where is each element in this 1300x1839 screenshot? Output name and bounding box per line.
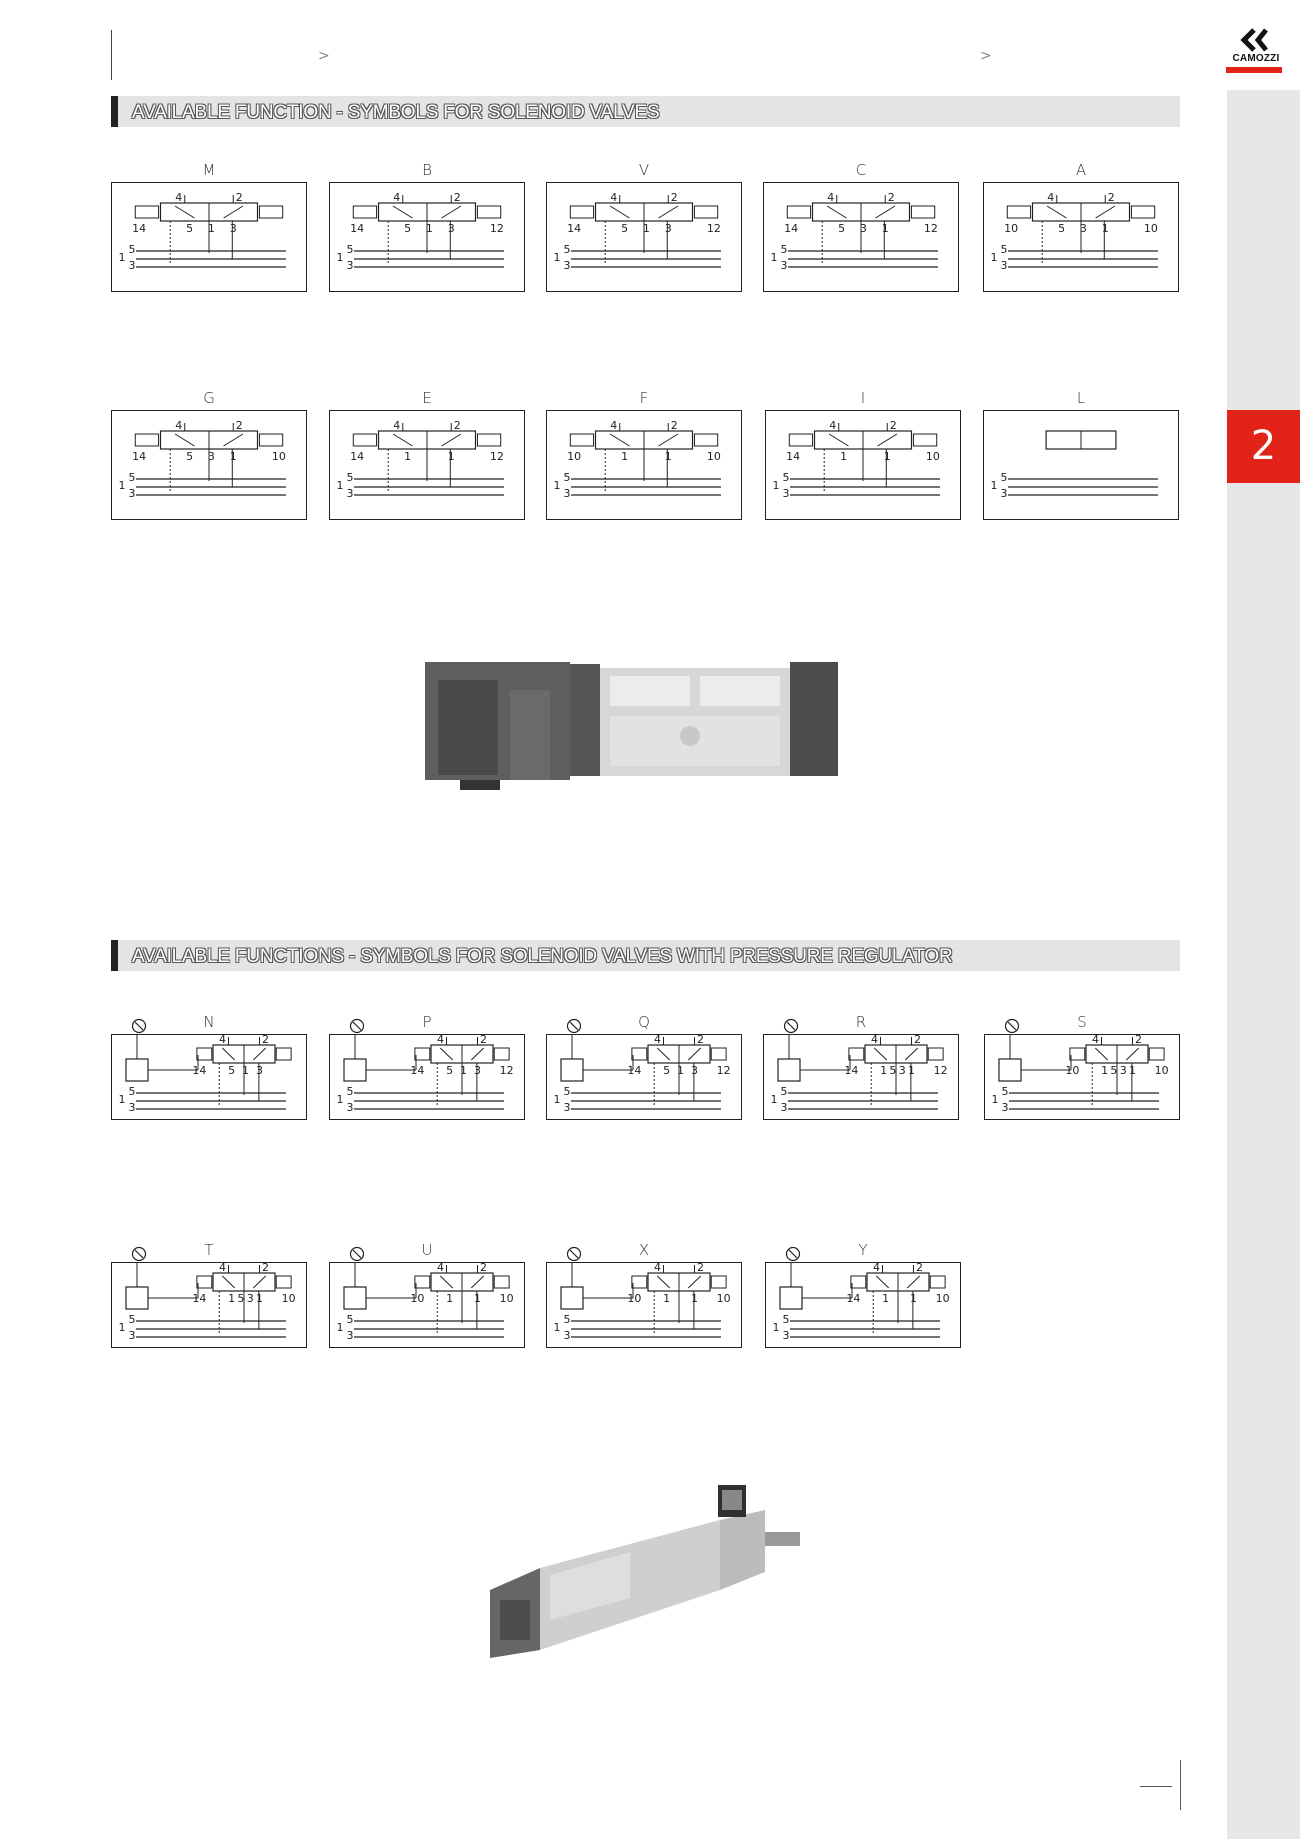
pressure-gauge-icon xyxy=(349,1246,365,1262)
section-title: AVAILABLE FUNCTIONS - SYMBOLS FOR SOLENOID VALVES WITH PRESSURE REGULATOR xyxy=(132,946,953,967)
port-mid-label: 1 xyxy=(446,1292,454,1305)
regulator-symbol-box xyxy=(984,1034,1180,1120)
pilot-right-label: 10 xyxy=(499,1292,514,1305)
pressure-regulator-icon xyxy=(344,1035,416,1081)
port-4-label: 4 xyxy=(1092,1035,1099,1046)
section-title: AVAILABLE FUNCTION - SYMBOLS FOR SOLENOID VALVES xyxy=(132,102,660,123)
valve-schematic-icon xyxy=(766,411,960,519)
port-mid-label: 1 xyxy=(882,1292,890,1305)
port-4-label: 4 xyxy=(871,1035,878,1046)
valve-symbol-icon xyxy=(851,1265,945,1333)
pilot-left-label: 10 xyxy=(1065,1064,1080,1077)
rail-label-3: 3 xyxy=(1000,487,1008,500)
pilot-right-label: 10 xyxy=(935,1292,950,1305)
function-code-label: A xyxy=(1075,161,1087,179)
port-4-label: 4 xyxy=(827,191,835,204)
rail-label-1: 1 xyxy=(770,251,778,264)
pilot-right-label: 12 xyxy=(499,1064,514,1077)
rail-label-1: 1 xyxy=(990,251,998,264)
pilot-right-label: 10 xyxy=(716,1292,731,1305)
brand-name: CAMOZZI xyxy=(1232,53,1280,64)
port-mid-label: 1 xyxy=(242,1064,250,1077)
regulator-schematic-icon xyxy=(766,1263,960,1347)
pilot-left-label: 10 xyxy=(627,1292,642,1305)
port-mid-label: 1 xyxy=(474,1292,481,1305)
rail-label-3: 3 xyxy=(563,259,571,272)
rail-label-1: 1 xyxy=(991,1093,999,1106)
rail-label-3: 3 xyxy=(563,487,571,500)
valve-schematic-icon xyxy=(330,411,524,519)
valve-symbol-box xyxy=(111,182,307,292)
pressure-regulator-icon xyxy=(561,1035,633,1081)
function-code-label: R xyxy=(855,1013,867,1031)
port-mid-label: 3 xyxy=(1119,1064,1127,1077)
port-mid-label: 3 xyxy=(447,222,455,235)
function-code-label: C xyxy=(855,161,867,179)
function-code-label: L xyxy=(1076,389,1086,407)
pressure-gauge-icon xyxy=(131,1018,147,1034)
port-mid-label: 3 xyxy=(474,1064,481,1077)
port-mid-label: 5 xyxy=(228,1064,236,1077)
port-4-label: 4 xyxy=(437,1035,444,1046)
port-mid-label: 3 xyxy=(859,222,867,235)
port-mid-label: 3 xyxy=(229,222,237,235)
pilot-left-label: 10 xyxy=(410,1292,425,1305)
rail-label-3: 3 xyxy=(128,487,136,500)
function-code-label: F xyxy=(639,389,649,407)
port-mid-label: 3 xyxy=(1079,222,1087,235)
port-mid-label: 5 xyxy=(186,450,194,463)
port-mid-label: 1 xyxy=(881,222,889,235)
port-2-label: 2 xyxy=(262,1263,269,1274)
port-mid-label: 5 xyxy=(446,1064,454,1077)
valve-schematic-icon xyxy=(112,411,306,519)
pressure-gauge-icon xyxy=(1004,1018,1020,1034)
function-code-label: N xyxy=(203,1013,215,1031)
pilot-right-label: 12 xyxy=(716,1064,731,1077)
port-mid-label: 5 xyxy=(1058,222,1066,235)
regulator-schematic-icon xyxy=(112,1263,306,1347)
port-mid-label: 5 xyxy=(663,1064,671,1077)
rail-label-1: 1 xyxy=(118,251,126,264)
port-4-label: 4 xyxy=(175,419,183,432)
rail-label-5: 5 xyxy=(346,243,354,256)
port-2-label: 2 xyxy=(262,1035,269,1046)
regulator-symbol-box xyxy=(329,1034,525,1120)
rail-label-1: 1 xyxy=(336,479,344,492)
rail-label-1: 1 xyxy=(118,1093,126,1106)
port-2-label: 2 xyxy=(916,1263,923,1274)
port-4-label: 4 xyxy=(654,1263,661,1274)
port-4-label: 4 xyxy=(219,1035,226,1046)
port-mid-label: 1 xyxy=(1101,1064,1109,1077)
valve-symbol-box xyxy=(765,410,961,520)
pilot-left-label: 14 xyxy=(844,1064,859,1077)
valve-symbol-icon xyxy=(789,423,936,491)
port-mid-label: 3 xyxy=(664,222,672,235)
rail-label-5: 5 xyxy=(563,243,571,256)
pilot-right-label: 12 xyxy=(933,1064,948,1077)
pressure-regulator-icon xyxy=(780,1263,852,1309)
pilot-left-label: 14 xyxy=(846,1292,861,1305)
rail-label-5: 5 xyxy=(782,471,790,484)
rail-label-1: 1 xyxy=(553,1321,561,1334)
valve-schematic-icon xyxy=(547,411,741,519)
port-mid-label: 1 xyxy=(691,1292,698,1305)
rail-label-5: 5 xyxy=(780,243,788,256)
rail-label-5: 5 xyxy=(128,471,136,484)
pressure-regulator-icon xyxy=(561,1263,633,1309)
pilot-right-label: 12 xyxy=(489,450,504,463)
port-mid-label: 1 xyxy=(910,1292,917,1305)
rail-label-1: 1 xyxy=(990,479,998,492)
valve-symbol-box xyxy=(329,182,525,292)
rail-label-5: 5 xyxy=(128,243,136,256)
pressure-gauge-icon xyxy=(566,1018,582,1034)
regulator-symbol-box xyxy=(329,1262,525,1348)
rail-label-5: 5 xyxy=(346,1085,354,1098)
port-mid-label: 5 xyxy=(186,222,194,235)
pressure-regulator-icon xyxy=(344,1263,416,1309)
function-code-label: E xyxy=(422,389,432,407)
pilot-left-label: 14 xyxy=(627,1064,642,1077)
valve-symbol-icon xyxy=(1046,431,1116,449)
port-mid-label: 1 xyxy=(664,450,672,463)
port-4-label: 4 xyxy=(393,191,401,204)
valve-schematic-icon xyxy=(764,183,958,291)
valve-photo-icon xyxy=(420,650,870,800)
footer-rule xyxy=(1180,1760,1181,1810)
pilot-left-label: 14 xyxy=(567,222,582,235)
port-mid-label: 1 xyxy=(642,222,650,235)
port-mid-label: 1 xyxy=(621,450,629,463)
pressure-gauge-icon xyxy=(785,1246,801,1262)
rail-label-5: 5 xyxy=(563,1085,571,1098)
port-mid-label: 3 xyxy=(691,1064,698,1077)
pressure-regulator-icon xyxy=(999,1035,1071,1081)
function-code-label: P xyxy=(422,1013,432,1031)
rail-label-3: 3 xyxy=(346,487,354,500)
port-2-label: 2 xyxy=(670,191,678,204)
regulator-schematic-icon xyxy=(547,1263,741,1347)
section-header-solenoid-valves xyxy=(111,96,1180,127)
valve-schematic-icon xyxy=(984,183,1178,291)
function-code-label: Y xyxy=(858,1241,868,1259)
valve-regulator-photo-icon xyxy=(480,1480,820,1660)
pilot-left-label: 14 xyxy=(784,222,799,235)
valve-symbol-box xyxy=(546,410,742,520)
rail-label-5: 5 xyxy=(782,1313,790,1326)
pilot-right-label: 10 xyxy=(281,1292,296,1305)
valve-symbol-box xyxy=(111,410,307,520)
side-strip xyxy=(1227,90,1300,1839)
function-code-label: I xyxy=(860,389,866,407)
function-code-label: M xyxy=(202,161,216,179)
port-mid-label: 1 xyxy=(404,450,412,463)
section-header-regulator-valves xyxy=(111,940,1180,971)
camozzi-logo-icon xyxy=(1240,28,1270,52)
port-4-label: 4 xyxy=(1047,191,1055,204)
function-code-label: U xyxy=(421,1241,433,1259)
pressure-gauge-icon xyxy=(349,1018,365,1034)
port-mid-label: 5 xyxy=(404,222,412,235)
port-mid-label: 1 xyxy=(1101,222,1109,235)
regulator-schematic-icon xyxy=(112,1035,306,1119)
function-code-label: S xyxy=(1077,1013,1087,1031)
valve-symbol-box xyxy=(546,182,742,292)
rail-label-5: 5 xyxy=(1000,471,1008,484)
port-2-label: 2 xyxy=(1135,1035,1142,1046)
port-mid-label: 3 xyxy=(246,1292,254,1305)
pressure-regulator-icon xyxy=(126,1035,198,1081)
valve-schematic-icon xyxy=(330,183,524,291)
valve-symbol-box xyxy=(329,410,525,520)
port-mid-label: 1 xyxy=(447,450,455,463)
brand-bar xyxy=(1226,67,1282,73)
pilot-right-label: 10 xyxy=(925,450,940,463)
regulator-symbol-box xyxy=(546,1262,742,1348)
function-code-label: G xyxy=(203,389,215,407)
port-2-label: 2 xyxy=(670,419,678,432)
valve-symbol-icon xyxy=(632,1265,726,1333)
port-mid-label: 1 xyxy=(880,1064,888,1077)
port-mid-label: 1 xyxy=(207,222,215,235)
port-2-label: 2 xyxy=(914,1035,921,1046)
port-2-label: 2 xyxy=(235,191,243,204)
port-mid-label: 3 xyxy=(207,450,215,463)
rail-label-5: 5 xyxy=(780,1085,788,1098)
pilot-right-label: 12 xyxy=(489,222,504,235)
port-2-label: 2 xyxy=(1107,191,1115,204)
function-code-label: V xyxy=(638,161,650,179)
rail-label-1: 1 xyxy=(772,1321,780,1334)
regulator-symbol-box xyxy=(546,1034,742,1120)
port-mid-label: 5 xyxy=(838,222,846,235)
rail-label-5: 5 xyxy=(563,1313,571,1326)
pilot-left-label: 14 xyxy=(410,1064,425,1077)
port-mid-label: 1 xyxy=(677,1064,685,1077)
rail-label-3: 3 xyxy=(346,1101,354,1114)
valve-symbol-box xyxy=(763,182,959,292)
port-4-label: 4 xyxy=(610,419,618,432)
pilot-right-label: 12 xyxy=(923,222,938,235)
port-4-label: 4 xyxy=(175,191,183,204)
port-2-label: 2 xyxy=(480,1263,487,1274)
port-2-label: 2 xyxy=(697,1035,704,1046)
pilot-left-label: 14 xyxy=(132,450,147,463)
port-mid-label: 5 xyxy=(889,1064,897,1077)
rail-label-1: 1 xyxy=(118,479,126,492)
port-2-label: 2 xyxy=(453,419,461,432)
port-mid-label: 1 xyxy=(883,450,891,463)
rail-label-1: 1 xyxy=(553,251,561,264)
rail-label-3: 3 xyxy=(128,1329,136,1342)
port-4-label: 4 xyxy=(829,419,837,432)
rail-label-5: 5 xyxy=(1001,1085,1009,1098)
regulator-symbol-box xyxy=(765,1262,961,1348)
port-4-label: 4 xyxy=(219,1263,226,1274)
regulator-schematic-icon xyxy=(764,1035,958,1119)
port-mid-label: 5 xyxy=(621,222,629,235)
port-4-label: 4 xyxy=(654,1035,661,1046)
port-2-label: 2 xyxy=(480,1035,487,1046)
port-mid-label: 1 xyxy=(1129,1064,1136,1077)
pilot-right-label: 10 xyxy=(706,450,721,463)
pilot-right-label: 12 xyxy=(706,222,721,235)
valve-symbol-box xyxy=(983,182,1179,292)
regulator-symbol-box xyxy=(763,1034,959,1120)
rail-label-5: 5 xyxy=(346,471,354,484)
function-code-label: B xyxy=(422,161,432,179)
rail-label-1: 1 xyxy=(336,1093,344,1106)
pilot-right-label: 10 xyxy=(271,450,286,463)
rail-label-3: 3 xyxy=(346,259,354,272)
valve-symbol-box xyxy=(983,410,1179,520)
pilot-left-label: 14 xyxy=(192,1292,207,1305)
port-4-label: 4 xyxy=(437,1263,444,1274)
rail-label-5: 5 xyxy=(128,1313,136,1326)
valve-symbol-icon xyxy=(570,423,717,491)
port-2-label: 2 xyxy=(235,419,243,432)
rail-label-1: 1 xyxy=(118,1321,126,1334)
pilot-left-label: 14 xyxy=(786,450,801,463)
valve-symbol-icon xyxy=(415,1265,509,1333)
port-mid-label: 1 xyxy=(228,1292,236,1305)
rail-label-3: 3 xyxy=(780,259,788,272)
header-rule xyxy=(111,30,112,80)
pressure-gauge-icon xyxy=(131,1246,147,1262)
pilot-left-label: 10 xyxy=(567,450,582,463)
rail-label-3: 3 xyxy=(563,1329,571,1342)
rail-label-3: 3 xyxy=(1000,259,1008,272)
port-4-label: 4 xyxy=(873,1263,880,1274)
port-mid-label: 1 xyxy=(425,222,433,235)
port-4-label: 4 xyxy=(610,191,618,204)
pilot-left-label: 14 xyxy=(350,222,365,235)
rail-label-5: 5 xyxy=(346,1313,354,1326)
pilot-left-label: 10 xyxy=(1004,222,1019,235)
rail-label-3: 3 xyxy=(780,1101,788,1114)
pressure-gauge-icon xyxy=(566,1246,582,1262)
port-2-label: 2 xyxy=(453,191,461,204)
regulator-schematic-icon xyxy=(985,1035,1179,1119)
rail-label-5: 5 xyxy=(128,1085,136,1098)
regulator-symbol-box xyxy=(111,1034,307,1120)
regulator-schematic-icon xyxy=(330,1263,524,1347)
rail-label-3: 3 xyxy=(128,259,136,272)
valve-schematic-icon xyxy=(984,411,1178,519)
port-mid-label: 3 xyxy=(256,1064,263,1077)
pressure-gauge-icon xyxy=(783,1018,799,1034)
port-4-label: 4 xyxy=(393,419,401,432)
pilot-left-label: 14 xyxy=(192,1064,207,1077)
rail-label-1: 1 xyxy=(772,479,780,492)
rail-label-3: 3 xyxy=(782,1329,790,1342)
valve-schematic-icon xyxy=(547,183,741,291)
footer-line xyxy=(1140,1786,1172,1787)
rail-label-1: 1 xyxy=(770,1093,778,1106)
port-2-label: 2 xyxy=(887,191,895,204)
pilot-left-label: 14 xyxy=(350,450,365,463)
port-mid-label: 1 xyxy=(229,450,237,463)
port-mid-label: 1 xyxy=(256,1292,263,1305)
regulator-symbol-box xyxy=(111,1262,307,1348)
pressure-regulator-icon xyxy=(778,1035,850,1081)
port-mid-label: 3 xyxy=(898,1064,906,1077)
breadcrumb-chevron: > xyxy=(980,48,992,64)
rail-label-1: 1 xyxy=(553,1093,561,1106)
rail-label-3: 3 xyxy=(128,1101,136,1114)
breadcrumb-chevron: > xyxy=(318,48,330,64)
port-mid-label: 5 xyxy=(1110,1064,1118,1077)
camozzi-logo xyxy=(1226,26,1286,76)
port-mid-label: 1 xyxy=(663,1292,671,1305)
regulator-schematic-icon xyxy=(547,1035,741,1119)
pilot-right-label: 10 xyxy=(1143,222,1158,235)
rail-label-5: 5 xyxy=(1000,243,1008,256)
rail-label-1: 1 xyxy=(336,1321,344,1334)
pressure-regulator-icon xyxy=(126,1263,198,1309)
function-code-label: T xyxy=(204,1241,214,1259)
rail-label-5: 5 xyxy=(563,471,571,484)
function-code-label: Q xyxy=(638,1013,650,1031)
valve-schematic-icon xyxy=(112,183,306,291)
regulator-schematic-icon xyxy=(330,1035,524,1119)
port-mid-label: 1 xyxy=(908,1064,915,1077)
rail-label-3: 3 xyxy=(782,487,790,500)
pilot-right-label: 10 xyxy=(1154,1064,1169,1077)
port-2-label: 2 xyxy=(889,419,897,432)
rail-label-1: 1 xyxy=(553,479,561,492)
rail-label-3: 3 xyxy=(1001,1101,1009,1114)
rail-label-3: 3 xyxy=(563,1101,571,1114)
rail-label-3: 3 xyxy=(346,1329,354,1342)
port-2-label: 2 xyxy=(697,1263,704,1274)
rail-label-1: 1 xyxy=(336,251,344,264)
port-mid-label: 5 xyxy=(237,1292,245,1305)
pilot-left-label: 14 xyxy=(132,222,147,235)
valve-symbol-icon xyxy=(353,423,500,491)
function-code-label: X xyxy=(638,1241,650,1259)
chapter-tab[interactable]: 2 xyxy=(1227,410,1300,483)
port-mid-label: 1 xyxy=(840,450,848,463)
port-mid-label: 1 xyxy=(460,1064,468,1077)
